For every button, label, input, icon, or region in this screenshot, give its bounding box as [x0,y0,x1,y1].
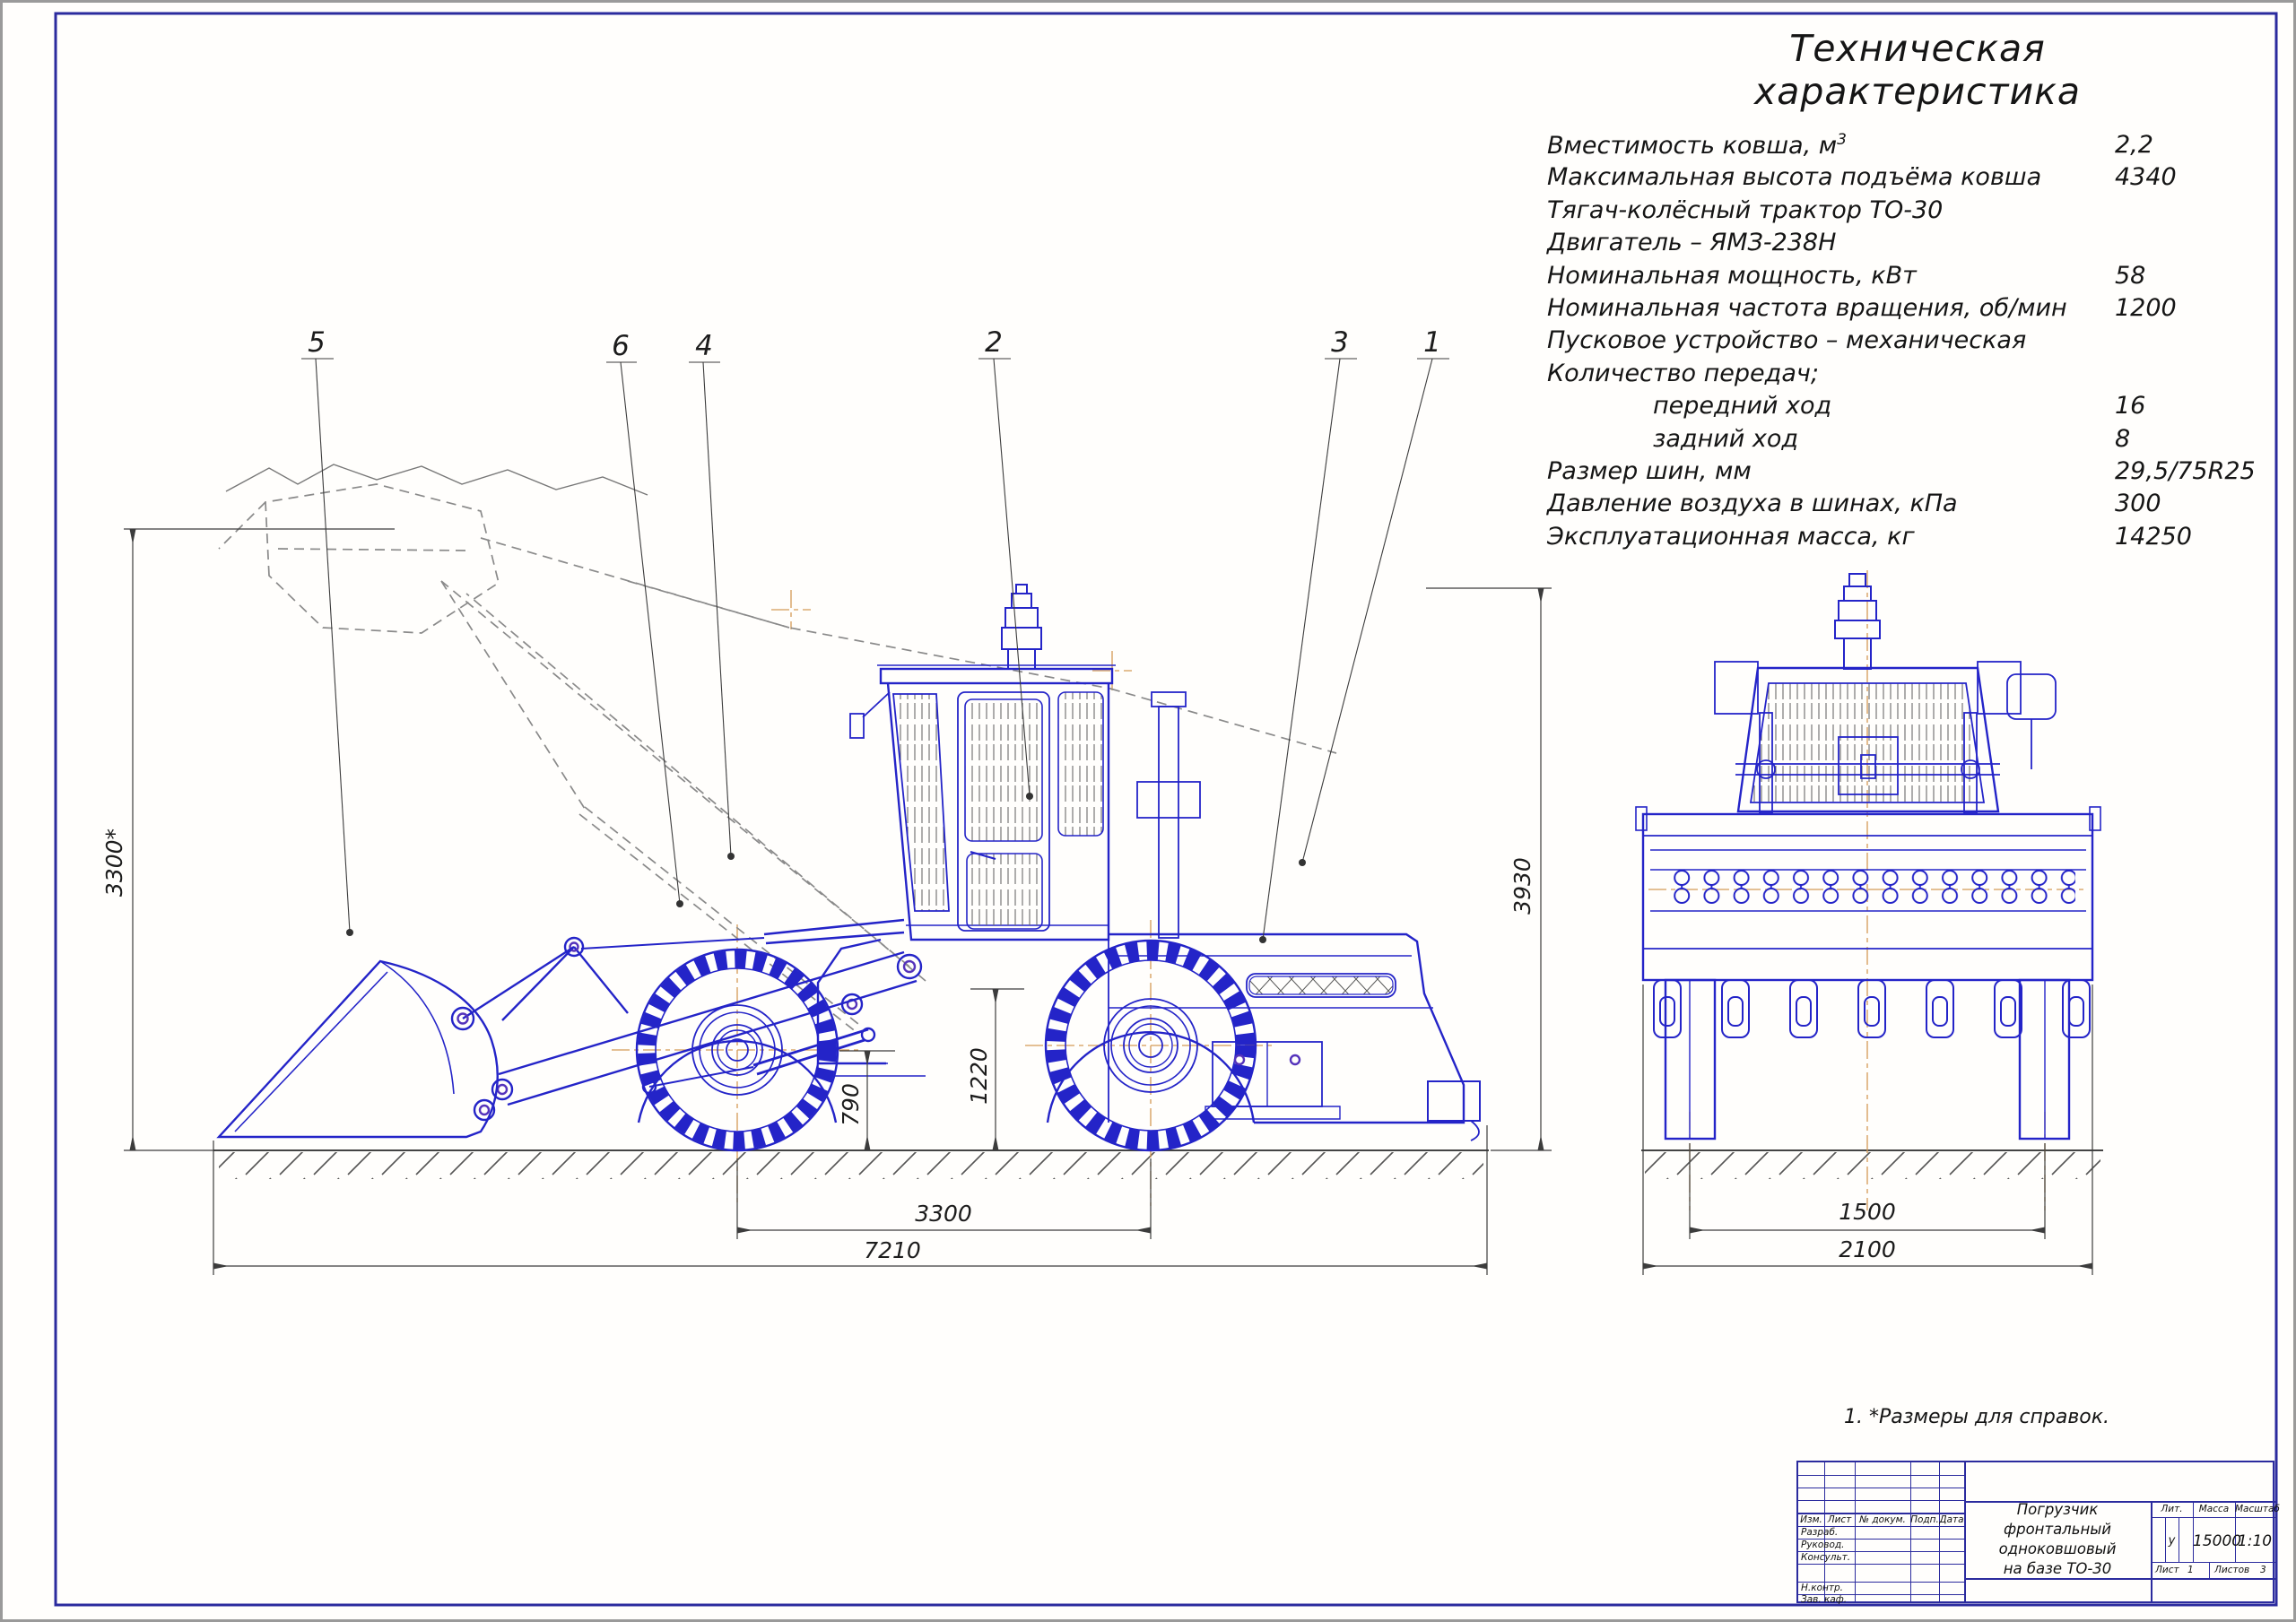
callout-5: 5 [308,326,326,359]
callout-numbers [308,326,1441,362]
spec-row: Тягач-колёсный трактор ТО-30 [1547,195,1944,224]
callout-4: 4 [695,330,713,362]
tb-row-rukovod: Руковод. [1801,1540,1845,1550]
tb-row-nkontr: Н.контр. [1801,1583,1843,1593]
callout-2: 2 [985,326,1003,359]
dim-wheelbase: 3300 [915,1201,972,1227]
tb-lit-value: у [2168,1534,2176,1548]
air-intake-pipe [1137,692,1200,938]
tb-col-date: Дата [1939,1514,1964,1525]
tb-mass-label: Масса [2198,1504,2230,1514]
tb-doc-title: Погрузчик фронтальный одноковшовый на базе ТО-30 [1998,1501,2117,1577]
tb-scale-value: 1:10 [2237,1532,2273,1550]
tb-col-doc: № докум. [1859,1514,1906,1525]
spec-row: Номинальная мощность, кВт 58 [1547,261,2146,290]
page-title: Техническая характеристика [1753,27,2082,113]
tb-sheets-label: Листов [2214,1565,2250,1575]
tb-col-list: Лист [1827,1514,1852,1525]
spec-row: Количество передач; [1547,359,1819,387]
callout-leaders [301,359,1449,940]
bucket-teeth [1654,980,2090,1037]
tb-col-izm: Изм. [1800,1514,1822,1525]
tb-mass-value: 15000 [2193,1532,2242,1550]
spec-row: Вместимость ковша, $м^3$ 2,2 [1547,131,2153,160]
boom-linkage [463,920,921,1105]
spec-row: Эксплуатационная масса, кг 14250 [1547,522,2192,551]
side-view [219,585,1480,1150]
title-block [1796,1461,2280,1605]
tb-row-razrab: Разраб. [1801,1527,1839,1538]
spec-row: Номинальная частота вращения, об/мин 1200 [1547,293,2177,322]
bucket-lowered [219,961,498,1137]
dim-overall-height: 3930 [1509,857,1535,915]
front-exhaust-stack [1835,574,1880,669]
tb-sheet-label: Лист [2155,1565,2179,1575]
callout-dots [346,793,1306,943]
spec-row: Размер шин, мм 29,5/75R25 [1547,456,2256,485]
dim-rear-clearance: 1220 [966,1047,992,1105]
exhaust-stack [1002,585,1041,669]
spec-row: Максимальная высота подъёма ковша 4340 [1547,163,2177,192]
callout-3: 3 [1331,326,1349,359]
front-bucket [1636,807,2100,980]
spec-list [1547,131,2296,555]
ground-hatch-front [1645,1152,2100,1179]
tb-sheets-value: 3 [2260,1565,2266,1575]
superscript: 3 [1837,131,1847,149]
tb-scale-label: Масштаб [2235,1504,2280,1514]
spoil-heap-outline [226,464,648,495]
ground-hatch-side [219,1152,1483,1179]
dim-lift-height: 3300* [101,828,127,898]
spec-row: Пусковое устройство – механическая [1547,326,2027,355]
callout-1: 1 [1423,326,1441,359]
spec-row: Давление воздуха в шинах, кПа 300 [1547,490,2161,518]
dim-overall-length: 7210 [864,1237,921,1263]
tb-sheet-value: 1 [2187,1565,2194,1575]
spec-row: передний ход 16 [1653,392,2146,421]
dim-overall-width: 2100 [1839,1236,1896,1262]
tb-row-konsult: Консульт. [1801,1552,1851,1563]
spec-row: задний ход 8 [1653,424,2131,453]
tb-row-zavkaf: Зав. каф. [1801,1594,1848,1605]
tb-lit-label: Лит. [2161,1504,2183,1514]
tb-col-sign: Подп. [1910,1514,1939,1525]
callout-6: 6 [612,330,630,362]
dim-track: 1500 [1839,1199,1896,1225]
dim-front-clearance: 790 [838,1083,864,1126]
reference-note: 1. *Размеры для справок. [1844,1406,2110,1428]
spec-row: Двигатель – ЯМЗ-238Н [1547,229,1837,257]
front-view [1636,574,2100,1139]
